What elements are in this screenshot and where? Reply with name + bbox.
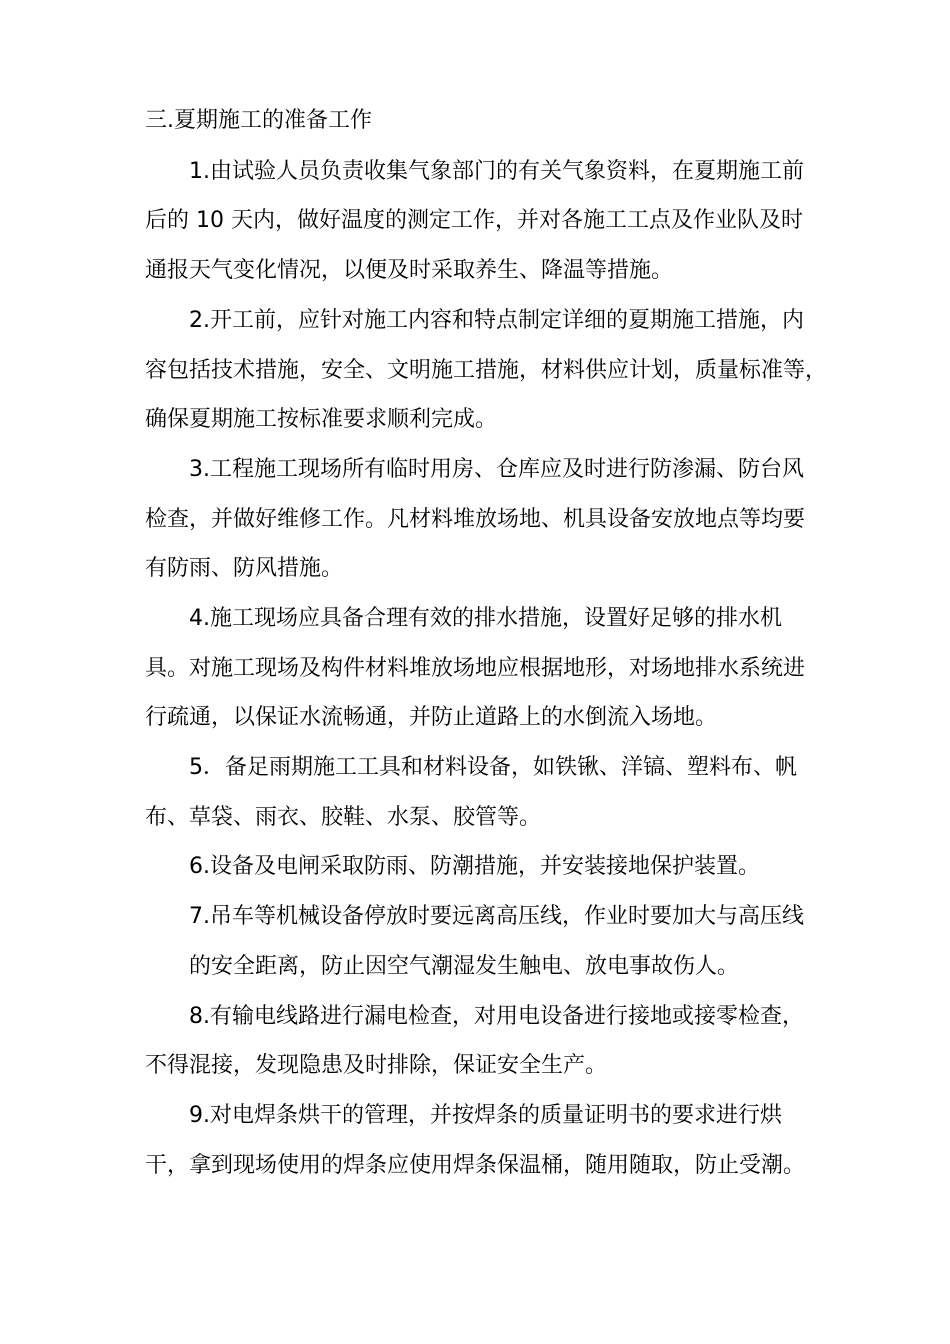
- paragraph-5-line-2: 布、草袋、雨衣、胶鞋、水泵、胶管等。: [145, 805, 542, 830]
- paragraph-4-line-3: 行疏通，以保证水流畅通，并防止道路上的水倒流入场地。: [145, 705, 718, 730]
- paragraph-6-line-1: 6.设备及电闸采取防雨、防潮措施，并安装接地保护装置。: [189, 854, 760, 879]
- paragraph-9-line-2: 干，拿到现场使用的焊条应使用焊条保温桶，随用随取，防止受潮。: [145, 1153, 806, 1178]
- paragraph-2-line-3: 确保夏期施工按标准要求顺利完成。: [145, 407, 498, 432]
- paragraph-4-line-1: 4.施工现场应具备合理有效的排水措施，设置好足够的排水机: [189, 606, 782, 631]
- paragraph-1-line-1: 1.由试验人员负责收集气象部门的有关气象资料，在夏期施工前: [189, 159, 804, 184]
- section-heading: 三.夏期施工的准备工作: [145, 108, 372, 133]
- paragraph-7-line-1: 7.吊车等机械设备停放时要远离高压线，作业时要加大与高压线: [189, 904, 804, 929]
- paragraph-5-line-1: 5．备足雨期施工工具和材料设备，如铁锹、洋镐、塑料布、帆: [189, 755, 797, 780]
- paragraph-4-line-2: 具。对施工现场及构件材料堆放场地应根据地形，对场地排水系统进: [145, 656, 806, 681]
- paragraph-9-line-1: 9.对电焊条烘干的管理，并按焊条的质量证明书的要求进行烘: [189, 1103, 782, 1128]
- paragraph-8-line-2: 不得混接，发现隐患及时排除，保证安全生产。: [145, 1053, 608, 1078]
- paragraph-8-line-1: 8.有输电线路进行漏电检查，对用电设备进行接地或接零检查，: [189, 1004, 804, 1029]
- paragraph-3-line-2: 检查，并做好维修工作。凡材料堆放场地、机具设备安放地点等均要: [145, 507, 806, 532]
- paragraph-3-line-1: 3.工程施工现场所有临时用房、仓库应及时进行防渗漏、防台风: [189, 457, 804, 482]
- paragraph-3-line-3: 有防雨、防风措施。: [145, 556, 344, 581]
- paragraph-7-line-2: 的安全距离，防止因空气潮湿发生触电、放电事故伤人。: [189, 954, 740, 979]
- paragraph-1-line-2: 后的 10 天内，做好温度的测定工作，并对各施工工点及作业队及时: [145, 208, 803, 233]
- paragraph-2-line-1: 2.开工前，应针对施工内容和特点制定详细的夏期施工措施，内: [189, 308, 804, 333]
- paragraph-2-line-2: 容包括技术措施，安全、文明施工措施，材料供应计划，质量标准等，: [145, 358, 828, 383]
- paragraph-1-line-3: 通报天气变化情况，以便及时采取养生、降温等措施。: [145, 258, 674, 283]
